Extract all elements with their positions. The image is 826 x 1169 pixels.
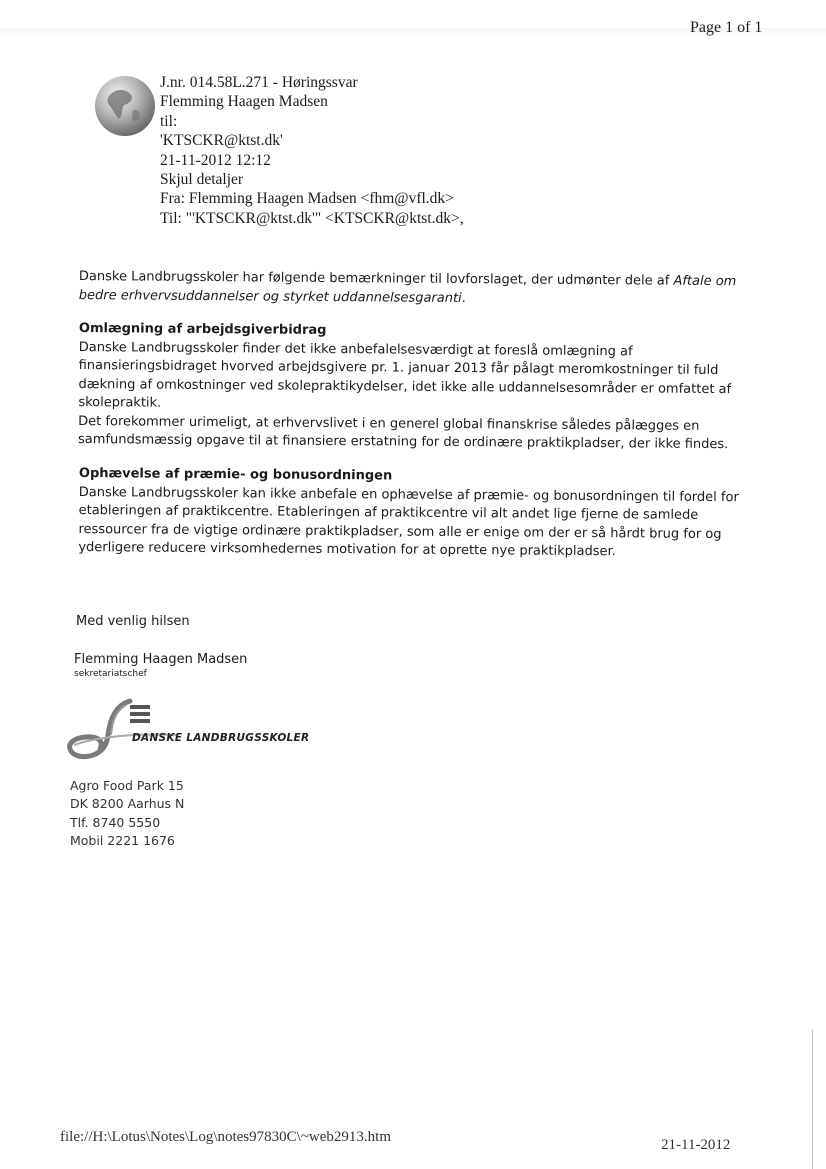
hide-details-link[interactable]: Skjul detaljer <box>160 171 244 189</box>
intro-tail: . <box>461 290 466 306</box>
section-bonus <box>78 465 769 563</box>
section-heading: Ophævelse af præmie- og bonusordningen <box>78 465 393 484</box>
footer-file-path: file://H:\Lotus\Notes\Log\notes97830C\~web2913.htm <box>60 1129 392 1145</box>
address-line: DK 8200 Aarhus N <box>70 796 185 812</box>
intro-paragraph <box>79 268 759 310</box>
sender-name: Flemming Haagen Madsen <box>160 93 328 111</box>
sent-timestamp: 21-11-2012 12:12 <box>160 151 271 169</box>
section-heading: Omlægning af arbejdsgiverbidrag <box>78 320 327 338</box>
globe-icon <box>93 74 157 138</box>
address-line: Agro Food Park 15 <box>70 778 184 793</box>
section-paragraph: Danske Landbrugsskoler kan ikke anbefale en ophævelse af præmie- og bonusordningen til fordel for etableringen af praktikcentre. Etableringen af praktikcentre vil alt andet lige fjerne de samlede ressourcer fra de vigtige ordinære praktikpladser, som alle er enige om der er så hårdt brug for og yderligere reducere virksomhedernes motivation for at oprette nye praktikpladser. <box>78 484 739 560</box>
page-indicator: Page 1 of 1 <box>690 19 763 36</box>
to-label: til: <box>160 112 178 130</box>
scan-edge-line <box>812 1030 813 1169</box>
section-paragraph: Danske Landbrugsskoler finder det ikke anbefalelsesværdigt at foreslå omlægning af finansieringsbidraget hvorved arbejdsgivere pr. 1. januar 2013 får pålagt meromkostninger til fuld dækning af omkostninger ved skolepraktikydelser, idet ikke alle uddannelsesområder er omfattet af skolepraktik. <box>78 339 732 411</box>
address-block <box>70 777 184 851</box>
subject-line: J.nr. 014.58L.271 - Høringssvar <box>160 74 358 91</box>
to-line: Til: "'KTSCKR@ktst.dk'" <KTSCKR@ktst.dk>, <box>160 209 464 227</box>
section-paragraph: Det forekommer urimeligt, at erhvervslivet i en generel global finanskrise således pålægges en samfundsmæssig opgave til at finansiere erstatning for de ordinære praktikpladser, der ikke findes. <box>78 413 729 453</box>
intro-lead: Danske Landbrugsskoler har følgende bemærkninger til lovforslaget, der udmønter dele af <box>78 268 674 289</box>
intro-emphasis: Aftale om bedre erhvervsuddannelser og styrket uddannelsesgaranti <box>78 273 737 306</box>
signer-name: Flemming Haagen Madsen <box>74 652 248 667</box>
phone-line: Tlf. 8740 5550 <box>70 814 161 830</box>
mobile-line: Mobil 2221 1676 <box>70 833 175 849</box>
signer-title: sekretariatschef <box>74 669 147 679</box>
footer-date: 21-11-2012 <box>661 1137 731 1153</box>
from-line: Fra: Flemming Haagen Madsen <fhm@vfl.dk> <box>160 190 454 208</box>
closing-greeting: Med venlig hilsen <box>76 614 190 629</box>
recipient-address: 'KTSCKR@ktst.dk' <box>160 132 283 150</box>
logo-text: DANSKE LANDBRUGSSKOLER <box>132 732 310 744</box>
section-contribution <box>78 320 759 455</box>
email-header <box>160 73 464 228</box>
